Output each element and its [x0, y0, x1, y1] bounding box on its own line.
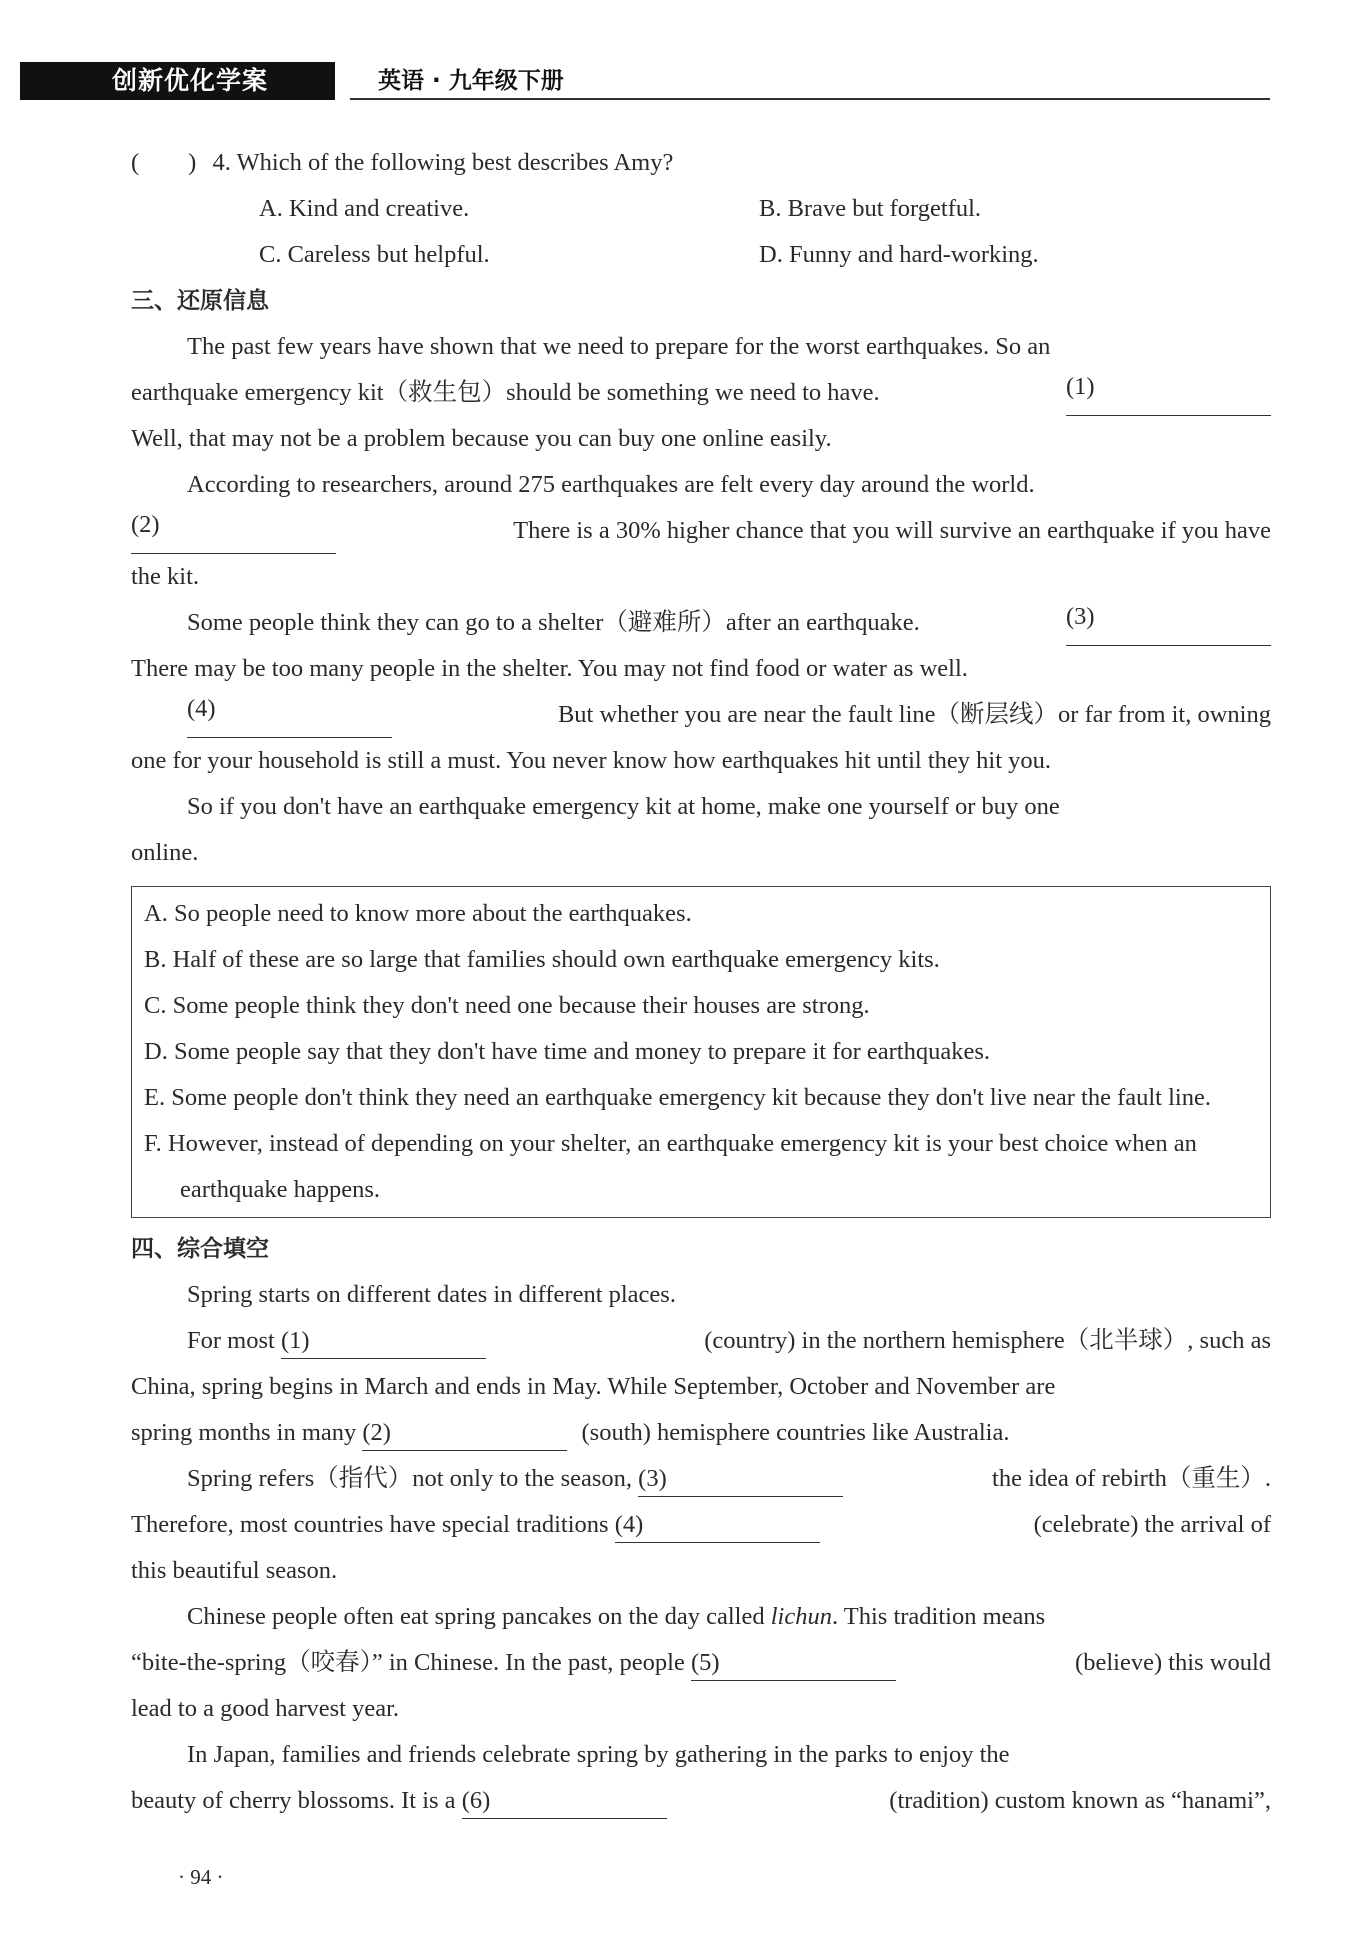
option-item: F. However, instead of depending on your shelter, an earthquake emergency kit is your best choice when an earthquake happens. [144, 1130, 1197, 1203]
fill-blank-3[interactable]: (3) [638, 1462, 843, 1497]
passage-line: Therefore, most countries have special traditions (4) (celebrate) the arrival of [131, 1502, 1271, 1548]
passage-line: Well, that may not be a problem because you can buy one online easily. [131, 425, 832, 452]
passage-line: China, spring begins in March and ends in May. While September, October and November are [131, 1373, 1056, 1400]
passage-line: Some people think they can go to a shelter（避难所）after an earthquake. (3) [131, 600, 1271, 646]
passage-line: In Japan, families and friends celebrate spring by gathering in the parks to enjoy the [187, 1741, 1010, 1768]
passage-line: the kit. [131, 563, 200, 590]
passage-line: For most (1) (country) in the northern hemisphere（北半球）, such as [131, 1318, 1271, 1364]
option-a: A. Kind and creative. [259, 195, 470, 222]
fill-blank-6[interactable]: (6) [462, 1784, 667, 1819]
answer-blank-3[interactable]: (3) [1066, 600, 1271, 646]
option-d: D. Funny and hard-working. [759, 241, 1039, 268]
passage-line: “bite-the-spring（咬春）” in Chinese. In the past, people (5) (believe) this would [131, 1640, 1271, 1686]
passage-line: So if you don't have an earthquake emergency kit at home, make one yourself or buy one [187, 793, 1060, 820]
question-4 [131, 140, 1271, 186]
answer-bracket: ( ) [131, 149, 197, 176]
answer-blank-1[interactable]: (1) [1066, 370, 1271, 416]
brand-logo: 创新优化学案 [20, 62, 335, 100]
page-number: · 94 · [178, 1865, 224, 1889]
passage-line: beauty of cherry blossoms. It is a (6) (tradition) custom known as “hanami”, [131, 1778, 1271, 1824]
option-item: D. Some people say that they don't have time and money to prepare it for earthquakes. [144, 1038, 991, 1065]
passage-line: Chinese people often eat spring pancakes on the day called lichun. This tradition means [187, 1603, 1046, 1630]
section-3-title: 三、还原信息 [131, 288, 269, 314]
passage-line: (2) There is a 30% higher chance that you will survive an earthquake if you have [131, 508, 1271, 554]
option-c: C. Careless but helpful. [259, 241, 490, 268]
option-item: E. Some people don't think they need an earthquake emergency kit because they don't live near the fault line. [144, 1084, 1211, 1111]
section-4-title: 四、综合填空 [131, 1236, 269, 1262]
option-b: B. Brave but forgetful. [759, 195, 982, 222]
passage-line: spring months in many (2) (south) hemisphere countries like Australia. [131, 1410, 1271, 1456]
option-item: C. Some people think they don't need one because their houses are strong. [144, 992, 870, 1019]
passage-line: lead to a good harvest year. [131, 1695, 400, 1722]
options-row-2 [131, 232, 1271, 278]
subject-title: 英语 · 九年级下册 [378, 68, 564, 94]
fill-blank-4[interactable]: (4) [615, 1508, 820, 1543]
option-item: B. Half of these are so large that families should own earthquake emergency kits. [144, 946, 940, 973]
answer-blank-4[interactable]: (4) [187, 692, 392, 738]
options-box [131, 886, 1271, 1218]
fill-blank-2[interactable]: (2) [362, 1416, 567, 1451]
header-divider [350, 98, 1270, 100]
passage-line: Spring starts on different dates in different places. [187, 1281, 676, 1308]
page-header [20, 60, 1270, 102]
passage-line: earthquake emergency kit（救生包）should be something we need to have. (1) [131, 370, 1271, 416]
passage-line: According to researchers, around 275 earthquakes are felt every day around the world. [187, 471, 1035, 498]
passage-line: this beautiful season. [131, 1557, 338, 1584]
passage-line: online. [131, 839, 199, 866]
passage-line: The past few years have shown that we need to prepare for the worst earthquakes. So an [187, 333, 1051, 360]
option-item: A. So people need to know more about the earthquakes. [144, 900, 692, 927]
page-content [131, 140, 1271, 1824]
question-stem: 4. Which of the following best describes Amy? [212, 149, 674, 176]
passage-line: (4) But whether you are near the fault line（断层线）or far from it, owning [131, 692, 1271, 738]
options-row-1 [131, 186, 1271, 232]
fill-blank-5[interactable]: (5) [691, 1646, 896, 1681]
fill-blank-1[interactable]: (1) [281, 1324, 486, 1359]
passage-line: There may be too many people in the shelter. You may not find food or water as well. [131, 655, 968, 682]
passage-line: Spring refers（指代）not only to the season, (3) the idea of rebirth（重生）. [131, 1456, 1271, 1502]
answer-blank-2[interactable]: (2) [131, 508, 336, 554]
passage-line: one for your household is still a must. You never know how earthquakes hit until they hit you. [131, 747, 1052, 774]
